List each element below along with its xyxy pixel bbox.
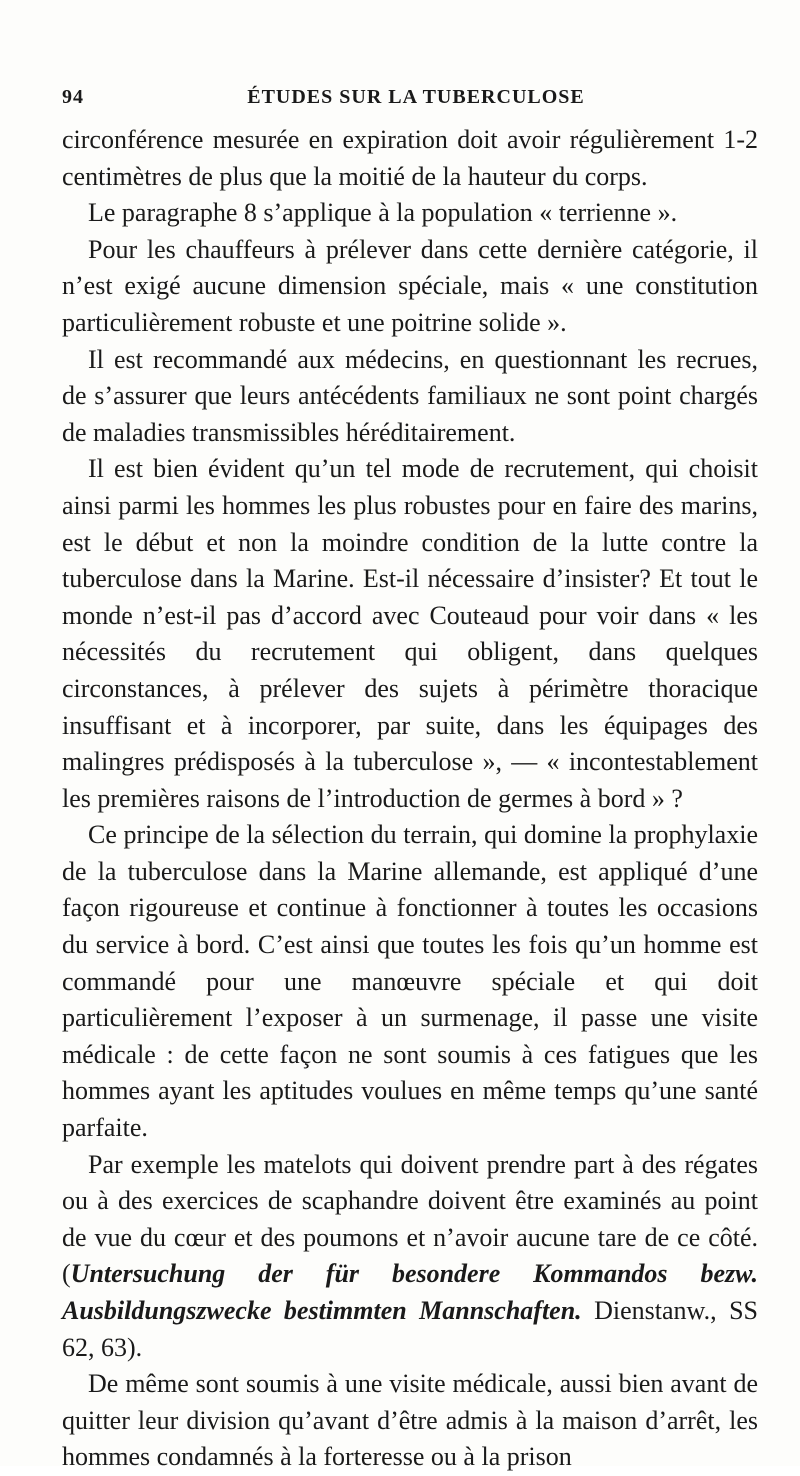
- german-citation: Untersuchung der für besondere Kommandos bezw. Ausbildungszwecke bestimmten Mannschaften.: [62, 1259, 758, 1325]
- running-title: ÉTUDES SUR LA TUBERCULOSE: [247, 86, 585, 108]
- paragraph: circonférence mesurée en expiration doit avoir régulièrement 1-2 centimètres de plus que la moitié de la hauteur du corps.: [62, 125, 758, 191]
- paragraph: Il est bien évident qu’un tel mode de recrutement, qui choisit ainsi parmi les hommes les plus robustes pour en faire des marins, est le début et non la moindre condition de la lutte contre la tuberculose dans la Marine. Est-il nécessaire d’insister? Et tout le monde n’est-il pas d’accord avec Couteaud pour voir dans « les nécessités du recrutement qui obligent, dans quelques circonstances, à prélever des sujets à périmètre thoracique insuffisant et à incorporer, par suite, dans les équipages des malingres prédisposés à la tuberculose », — « incontestablement les premières raisons de l’introduction de germes à bord » ?: [62, 454, 758, 813]
- paragraph: Le paragraphe 8 s’applique à la population « terrienne ».: [88, 198, 678, 228]
- page-number: 94: [62, 86, 84, 108]
- paragraph: De même sont soumis à une visite médicale, aussi bien avant de quitter leur division qu’avant d’être admis à la maison d’arrêt, les hommes condamnés à la forteresse ou à la prison: [62, 1369, 758, 1472]
- paragraph: Pour les chauffeurs à prélever dans cette dernière catégorie, il n’est exigé aucune dimension spéciale, mais « une constitution particulièrement robuste et une poitrine solide ».: [62, 234, 758, 337]
- paragraph-with-citation: [62, 1147, 758, 1367]
- citation-reference: Dienstanw., SS 62, 63).: [62, 1296, 758, 1362]
- paragraph: Ce principe de la sélection du terrain, qui domine la prophylaxie de la tuberculose dans la Marine allemande, est appliqué d’une façon rigoureuse et continue à fonctionner à toutes les occasions du service à bord. C’est ainsi que toutes les fois qu’un homme est commandé pour une manœuvre spéciale et qui doit particulièrement l’exposer à un surmenage, il passe une visite médicale : de cette façon ne sont soumis à ces fatigues que les hommes ayant les aptitudes voulues en même temps qu’une santé parfaite.: [62, 820, 758, 1143]
- page-header: [62, 86, 770, 116]
- paragraph-text: Par exemple les matelots qui doivent prendre part à des régates ou à des exercices de scaphandre doivent être examinés au point de vue du cœur et des poumons et n’avoir aucune tare de ce côté. (: [62, 1149, 758, 1289]
- body-text: [62, 122, 758, 1476]
- paragraph: Il est recommandé aux médecins, en questionnant les recrues, de s’assurer que leurs antécédents familiaux ne sont point chargés de maladies transmissibles héréditairement.: [62, 344, 758, 447]
